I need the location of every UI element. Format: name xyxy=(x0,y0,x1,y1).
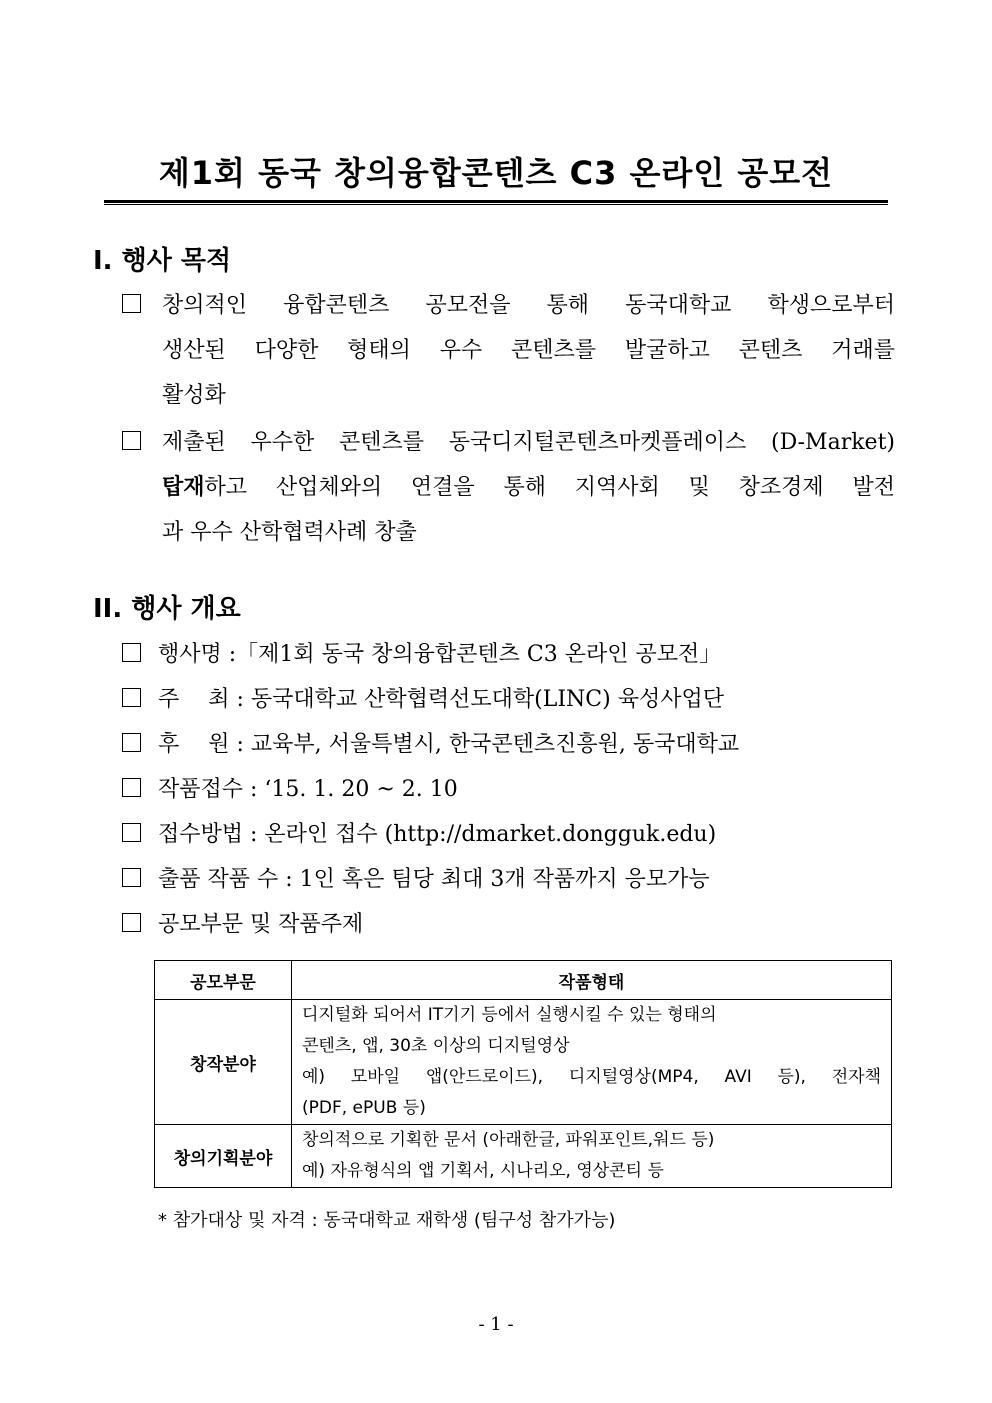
eligibility-note: * 참가대상 및 자격 : 동국대학교 재학생 (팀구성 참가가능) xyxy=(158,1210,616,1231)
purpose-item-1-line-2: 생산된 다양한 형태의 우수 콘텐츠를 발굴하고 콘텐츠 거래를 xyxy=(162,338,895,363)
format-line: 창의적으로 기획한 문서 (아래한글, 파워포인트,워드 등) xyxy=(302,1130,715,1150)
document-title: 제1회 동국 창의융합콘텐츠 C3 온라인 공모전 xyxy=(158,154,834,192)
category-table xyxy=(154,960,892,1188)
format-line: 디지털화 되어서 IT기기 등에서 실행시킬 수 있는 형태의 xyxy=(302,1005,717,1025)
format-cell xyxy=(292,1000,892,1125)
checkbox-square-icon xyxy=(122,823,141,842)
checkbox-square-icon xyxy=(122,688,141,707)
format-line: 콘텐츠, 앱, 30초 이상의 디지털영상 xyxy=(302,1036,570,1056)
title-double-rule xyxy=(104,200,888,205)
overview-item-text: 주 최 : 동국대학교 산학협력선도대학(LINC) 육성사업단 xyxy=(158,687,724,712)
overview-item-text: 공모부문 및 작품주제 xyxy=(158,912,364,937)
overview-item-text: 출품 작품 수 : 1인 혹은 팀당 최대 3개 작품까지 응모가능 xyxy=(158,867,710,892)
category-cell: 창작분야 xyxy=(155,1000,292,1125)
table-header-cell: 작품형태 xyxy=(292,961,892,1000)
format-line: 예) 자유형식의 앱 기획서, 시나리오, 영상콘티 등 xyxy=(302,1161,664,1181)
format-cell xyxy=(292,1125,892,1188)
line-2-rest: 하고 산업체와의 연결을 통해 지역사회 및 창조경제 발전 xyxy=(204,475,895,500)
page-number: - 1 - xyxy=(478,1314,514,1335)
purpose-item-1-line-3: 활성화 xyxy=(162,383,226,408)
purpose-item-2-line-3: 과 우수 산학협력사례 창출 xyxy=(162,520,417,545)
table-header-row xyxy=(155,961,892,1000)
checkbox-square-icon xyxy=(122,294,141,313)
format-line: (PDF, ePUB 등) xyxy=(302,1098,426,1118)
format-line: 예) 모바일 앱(안드로이드), 디지털영상(MP4, AVI 등), 전자책 xyxy=(302,1067,881,1087)
checkbox-square-icon xyxy=(122,733,141,752)
checkbox-square-icon xyxy=(122,778,141,797)
overview-item-text: 행사명 :「제1회 동국 창의융합콘텐츠 C3 온라인 공모전」 xyxy=(158,642,722,667)
checkbox-square-icon xyxy=(122,431,141,450)
section-2-heading: II. 행사 개요 xyxy=(93,594,241,624)
overview-item-text: 접수방법 : 온라인 접수 (http://dmarket.dongguk.edu) xyxy=(158,822,717,847)
overview-item-text: 작품접수 : ‘15. 1. 20 ~ 2. 10 xyxy=(158,777,458,802)
bold-word: 탑재 xyxy=(162,474,205,500)
purpose-item-2-line-2 xyxy=(162,470,895,501)
checkbox-square-icon xyxy=(122,868,141,887)
category-cell: 창의기획분야 xyxy=(155,1125,292,1188)
purpose-item-1-line-1: 창의적인 융합콘텐츠 공모전을 통해 동국대학교 학생으로부터 xyxy=(162,293,895,318)
checkbox-square-icon xyxy=(122,913,141,932)
purpose-item-2-line-1: 제출된 우수한 콘텐츠를 동국디지털콘텐츠마켓플레이스 (D-Market) xyxy=(162,430,895,455)
table-header-cell: 공모부문 xyxy=(155,961,292,1000)
overview-item-text: 후 원 : 교육부, 서울특별시, 한국콘텐츠진흥원, 동국대학교 xyxy=(158,732,740,757)
checkbox-square-icon xyxy=(122,643,141,662)
table-row xyxy=(155,1000,892,1125)
table-row xyxy=(155,1125,892,1188)
section-1-heading: I. 행사 목적 xyxy=(93,246,232,276)
